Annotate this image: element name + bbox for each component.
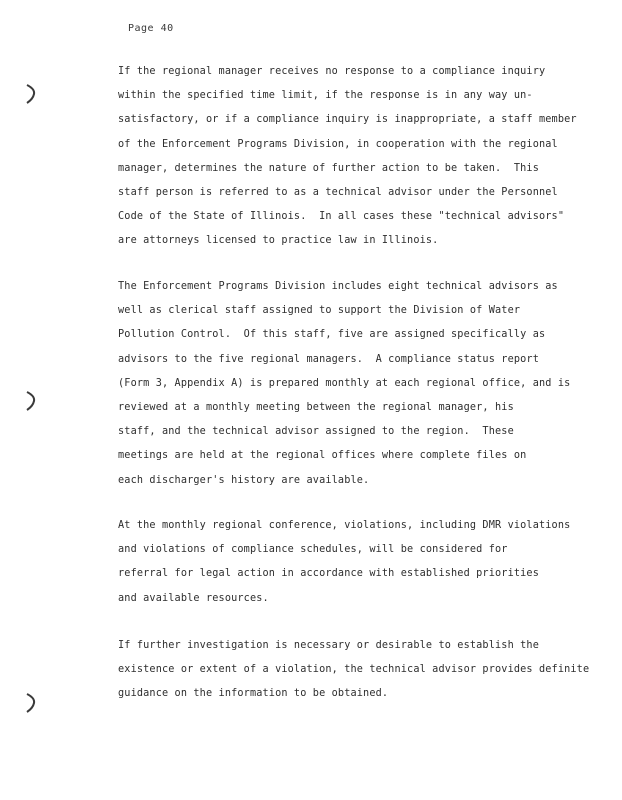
text-line: staff, and the technical advisor assigned to the region. These [118,426,514,438]
text-line: The Enforcement Programs Division includes eight technical advisors as [118,281,558,292]
page-number: Page 40 [128,23,174,34]
text-line: If the regional manager receives no response to a compliance inquiry [118,66,546,77]
text-line: and available resources. [118,592,269,604]
text-line: staff person is referred to as a technical advisor under the Personnel [118,186,558,198]
text-line: guidance on the information to be obtained. [118,688,389,700]
text-line: satisfactory, or if a compliance inquiry is inappropriate, a staff member [118,114,577,126]
text-line: and violations of compliance schedules, will be considered for [118,544,508,556]
text-line: each discharger's history are available. [118,474,370,486]
text-line: of the Enforcement Programs Division, in cooperation with the regional [118,138,558,150]
text-line: referral for legal action in accordance with established priorities [118,568,539,580]
paragraph-1 [118,60,577,254]
text-line: well as clerical staff assigned to support the Division of Water [118,305,521,317]
text-line: are attorneys licensed to practice law in Illinois. [118,235,439,247]
paragraph-2 [118,275,571,493]
text-line: within the specified time limit, if the response is in any way un- [118,90,533,102]
binder-hole-mark [24,692,38,714]
text-line: Pollution Control. Of this staff, five are assigned specifically as [118,329,546,341]
paragraph-4 [118,634,590,707]
text-line: At the monthly regional conference, violations, including DMR violations [118,520,571,531]
text-line: existence or extent of a violation, the technical advisor provides definite [118,664,590,676]
text-line: If further investigation is necessary or desirable to establish the [118,640,539,651]
text-line: manager, determines the nature of further action to be taken. This [118,162,539,174]
text-line: meetings are held at the regional offices where complete files on [118,450,527,462]
text-line: (Form 3, Appendix A) is prepared monthly at each regional office, and is [118,377,571,389]
binder-hole-mark [24,390,38,412]
text-line: reviewed at a monthly meeting between the regional manager, his [118,401,514,413]
binder-hole-mark [24,83,38,105]
text-line: advisors to the five regional managers. A compliance status report [118,353,539,365]
paragraph-3 [118,514,571,611]
text-line: Code of the State of Illinois. In all cases these "technical advisors" [118,211,565,223]
